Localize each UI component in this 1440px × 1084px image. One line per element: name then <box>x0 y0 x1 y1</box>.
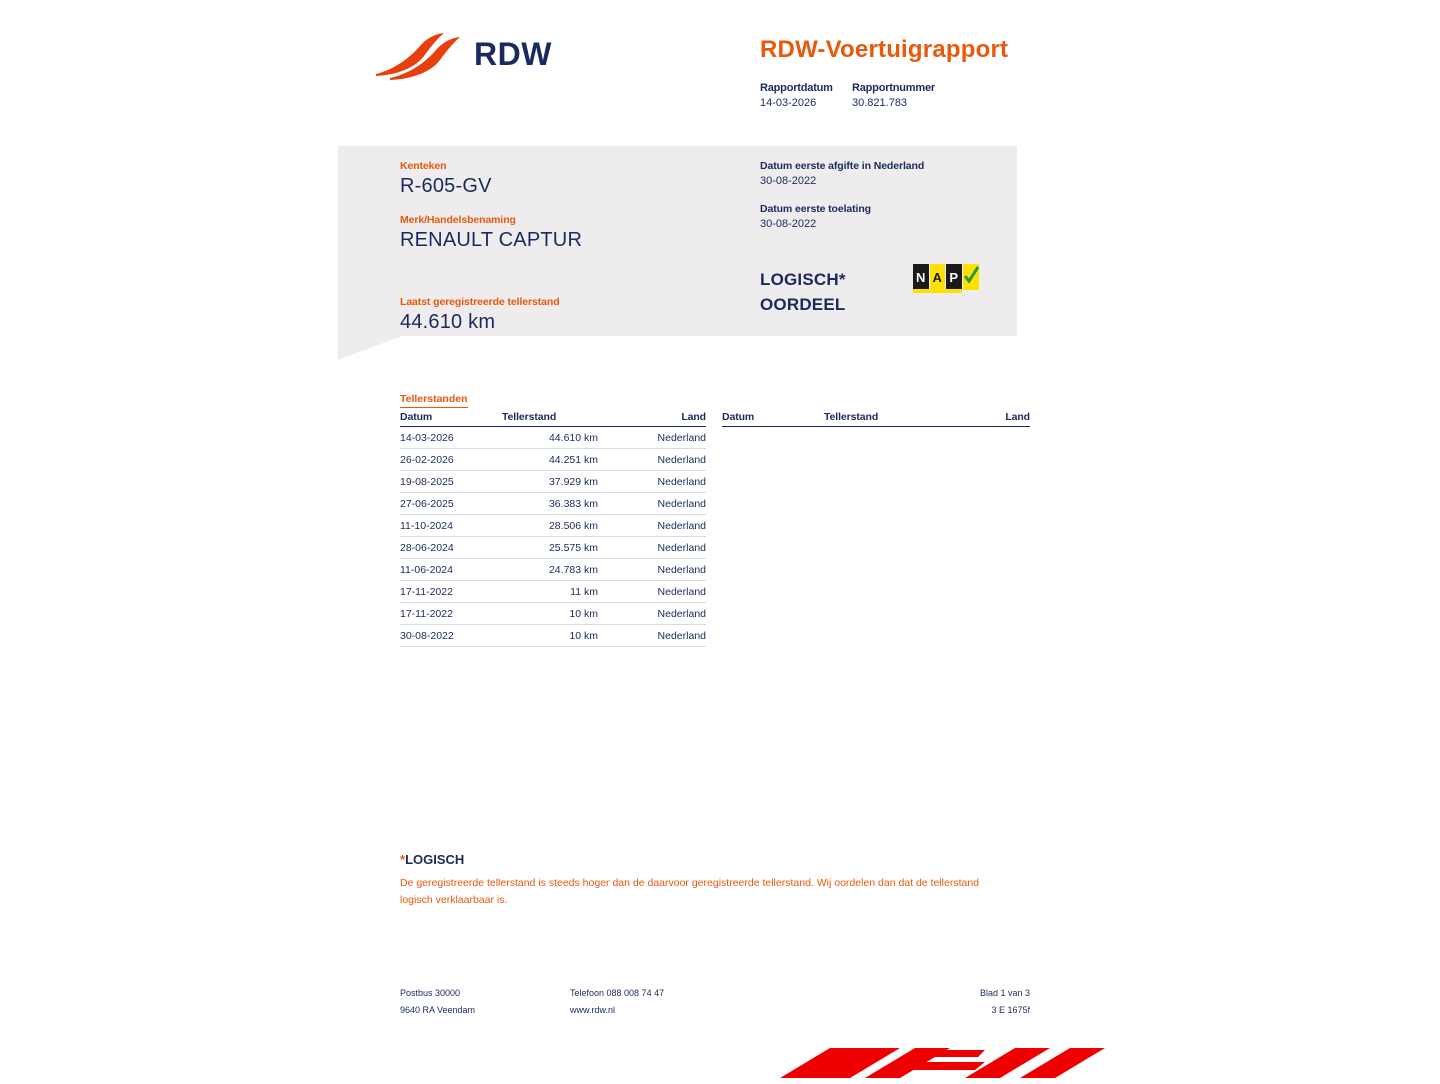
report-meta <box>760 82 992 109</box>
cell-country: Nederland <box>657 541 706 554</box>
brand-label: Merk/Handelsbenaming <box>400 214 516 226</box>
first-admission-label: Datum eerste toelating <box>760 203 871 215</box>
column-header-mileage: Tellerstand <box>824 411 879 423</box>
first-issue-value: 30-08-2022 <box>760 175 817 187</box>
column-header-country: Land <box>1005 411 1030 423</box>
legend-star: * <box>400 852 406 867</box>
legend-title-text: LOGISCH <box>405 852 465 867</box>
nap-letter-n: N <box>913 264 929 290</box>
verdict-line-1: LOGISCH* <box>760 270 846 289</box>
nap-badge <box>913 264 979 290</box>
cell-mileage: 44.610 km <box>548 431 598 444</box>
mileage-table-header <box>400 411 706 427</box>
cell-date: 11-10-2024 <box>400 519 453 532</box>
page-title: RDW-Voertuigrapport <box>760 36 1009 63</box>
rdw-logo <box>374 30 552 82</box>
cell-date: 17-11-2022 <box>400 607 453 620</box>
report-date-value: 14-03-2026 <box>760 97 817 109</box>
rdw-logo-text: RDW <box>474 36 552 72</box>
nap-letter-p: P <box>946 264 962 290</box>
cell-mileage: 25.575 km <box>548 541 598 554</box>
cell-country: Nederland <box>657 585 706 598</box>
nap-badge-underline <box>913 289 962 293</box>
report-header <box>0 0 1440 140</box>
verdict-text <box>760 268 846 317</box>
cell-country: Nederland <box>657 475 706 488</box>
report-number-value: 30.821.783 <box>852 97 908 109</box>
footer-website[interactable]: www.rdw.nl <box>570 1005 616 1015</box>
mileage-table-left <box>400 411 706 647</box>
mileage-table-title: Tellerstanden <box>400 393 468 408</box>
table-row <box>400 625 706 647</box>
mileage-table-body-left <box>400 427 706 647</box>
report-number-label: Rapportnummer <box>852 82 935 94</box>
footer-page-number: Blad 1 van 3 <box>979 988 1030 998</box>
mileage-table-header-right <box>722 411 1030 427</box>
table-row <box>400 581 706 603</box>
table-row <box>400 537 706 559</box>
cell-country: Nederland <box>657 453 706 466</box>
footer-address-line2: 9640 RA Veendam <box>400 1005 476 1015</box>
last-mileage-value: 44.610 km <box>400 311 496 333</box>
legend-body: De geregistreerde tellerstand is steeds hoger dan de daarvoor geregistreerde tellerstand. Wij oordelen dan dat de tellerstand logisch verklaarbaar is. <box>400 877 980 907</box>
cell-mileage: 36.383 km <box>548 497 598 510</box>
cell-mileage: 10 km <box>569 607 598 620</box>
legend-block <box>400 852 1000 910</box>
nap-letter-a: A <box>930 264 946 290</box>
cell-mileage: 28.506 km <box>548 519 598 532</box>
table-row <box>400 427 706 449</box>
table-row <box>400 515 706 537</box>
mileage-table-right <box>722 411 1030 427</box>
column-header-mileage: Tellerstand <box>502 411 557 423</box>
licence-plate-value: R-605-GV <box>400 175 492 197</box>
summary-panel-left <box>400 160 730 268</box>
licence-plate-label: Kenteken <box>400 160 447 172</box>
cell-date: 27-06-2025 <box>400 497 454 510</box>
summary-panel-right <box>760 160 1020 246</box>
footer-decoration-graphic <box>770 1040 1110 1084</box>
first-issue-label: Datum eerste afgifte in Nederland <box>760 160 925 172</box>
cell-country: Nederland <box>657 497 706 510</box>
report-date-label: Rapportdatum <box>760 82 833 94</box>
first-admission-value: 30-08-2022 <box>760 218 817 230</box>
table-row <box>400 471 706 493</box>
brand-value: RENAULT CAPTUR <box>400 229 583 251</box>
verdict-line-2: OORDEEL <box>760 294 846 314</box>
cell-date: 17-11-2022 <box>400 585 453 598</box>
footer-address-line1: Postbus 30000 <box>400 988 461 998</box>
summary-mileage <box>400 296 560 350</box>
cell-country: Nederland <box>657 607 706 620</box>
table-row <box>400 559 706 581</box>
cell-country: Nederland <box>657 629 706 642</box>
rdw-logo-icon <box>374 30 462 82</box>
check-icon <box>963 264 979 290</box>
cell-mileage: 10 km <box>569 629 598 642</box>
cell-mileage: 44.251 km <box>548 453 598 466</box>
last-mileage-label: Laatst geregistreerde tellerstand <box>400 296 560 308</box>
cell-country: Nederland <box>657 431 706 444</box>
cell-date: 26-02-2026 <box>400 453 454 466</box>
cell-date: 28-06-2024 <box>400 541 454 554</box>
cell-mileage: 11 km <box>570 585 598 598</box>
cell-date: 14-03-2026 <box>400 431 454 444</box>
column-header-date: Datum <box>400 411 433 423</box>
table-row <box>400 449 706 471</box>
summary-panel-notch <box>338 336 402 360</box>
cell-date: 19-08-2025 <box>400 475 454 488</box>
table-row <box>400 603 706 625</box>
cell-mileage: 37.929 km <box>548 475 598 488</box>
column-header-date: Datum <box>722 411 755 423</box>
table-row <box>400 493 706 515</box>
report-footer <box>400 988 1030 1022</box>
cell-country: Nederland <box>657 519 706 532</box>
column-header-country: Land <box>681 411 706 423</box>
cell-mileage: 24.783 km <box>548 563 598 576</box>
cell-date: 11-06-2024 <box>400 563 453 576</box>
footer-phone: Telefoon 088 008 74 47 <box>570 988 665 998</box>
cell-country: Nederland <box>657 563 706 576</box>
footer-form-code: 3 E 1675f <box>991 1005 1030 1015</box>
cell-date: 30-08-2022 <box>400 629 454 642</box>
legend-title <box>400 852 1000 867</box>
